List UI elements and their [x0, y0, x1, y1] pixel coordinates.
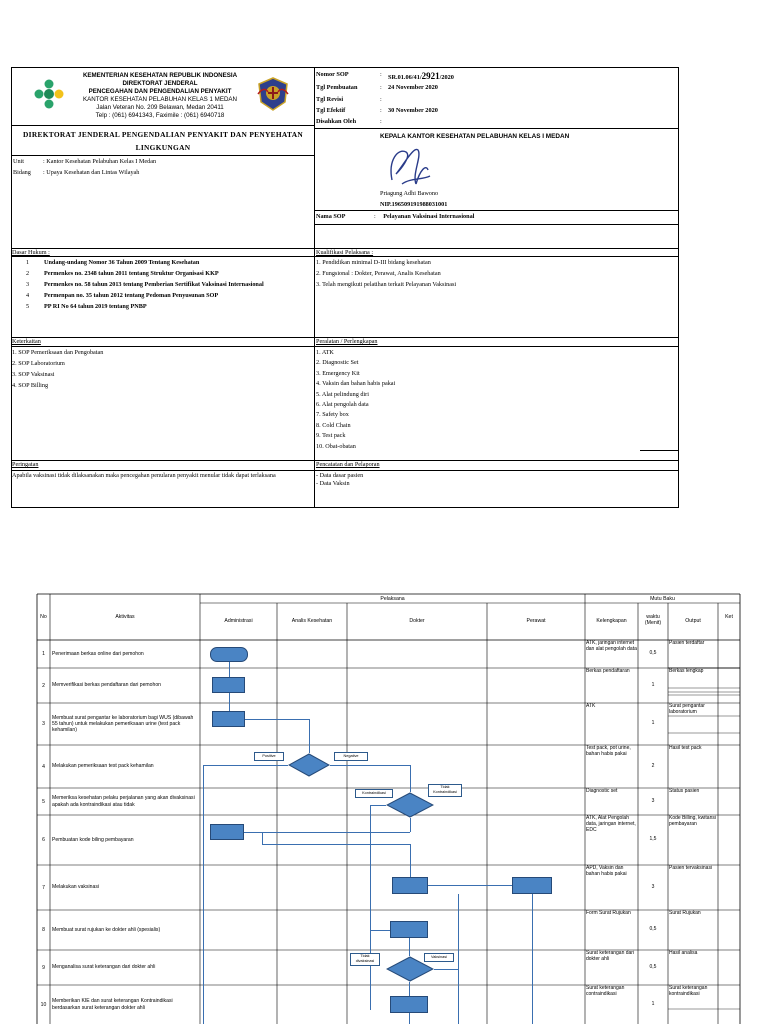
- connector-line: [244, 832, 410, 833]
- row-kelengkapan: Berkas pendaftaran: [586, 668, 630, 674]
- row-waktu: 3: [651, 883, 655, 890]
- row-number: 3: [42, 721, 45, 727]
- row-number: 9: [42, 964, 45, 971]
- equipment-item: 1. ATK: [316, 349, 334, 356]
- row-output: Kode Billing, kwitansi pembayaran: [669, 815, 716, 827]
- row-activity: Membuat surat pengantar ke laboratorium bagi WUS (dibawah 55 tahun) untuk melakukan pemeriksaan urine (test pack kehamilan): [52, 714, 194, 734]
- connector-line: [370, 805, 371, 1010]
- recording-item-1: - Data dasar pasien: [316, 472, 364, 479]
- legal-item-text: PP RI No 64 tahun 2019 tentang PNBP: [44, 303, 147, 310]
- row-activity: Memeriksa kesehatan pelaku perjalanan yang akan divaksinasi apakah ada kontraindikasi atau tidak: [52, 795, 195, 808]
- row-number: 8: [42, 927, 45, 933]
- row-kelengkapan: Diagnostic set: [586, 788, 618, 794]
- legal-title: Dasar Hukum :: [12, 249, 50, 256]
- row-kelengkapan: ATK, jaringan internet dan alat pengolah data: [586, 640, 637, 652]
- warning-title: Peringatan: [12, 461, 39, 468]
- connector-line: [262, 832, 263, 844]
- row-waktu: 3: [651, 797, 655, 804]
- recording-title: Pencatatan dan Pelaporan: [316, 461, 380, 468]
- related-item: 2. SOP Laboratorium: [12, 360, 65, 367]
- connector-line: [370, 805, 386, 806]
- connector-line: [409, 938, 410, 956]
- legal-item-text: Permenkes no. 2348 tahun 2011 tentang Struktur Organisasi KKP: [44, 270, 219, 277]
- header-waktu: waktu (Menit): [644, 614, 662, 627]
- row-output: Status pasien: [669, 788, 700, 794]
- legal-item-num: 5: [26, 303, 30, 310]
- connector-line: [532, 894, 533, 1024]
- row-kelengkapan: Surat keterangan contraindikasi: [586, 985, 625, 997]
- row-output: Pasien terdaftar: [669, 640, 705, 646]
- referral-process-shape: [390, 921, 428, 938]
- row-number: 7: [42, 884, 45, 891]
- row-activity: Menganalisa surat keterangan dari dokter ahli: [52, 964, 156, 971]
- row-waktu: 2: [651, 762, 655, 769]
- connector-line: [229, 693, 230, 711]
- equipment-item: 7. Safety box: [316, 411, 349, 419]
- bidang-row: Bidang : Upaya Kesehatan dan Lintas Wilayah: [13, 169, 140, 176]
- connector-line: [409, 1013, 410, 1024]
- signer-name: Priagung Adhi Bawono: [380, 190, 439, 197]
- row-output: Hasil test pack: [669, 745, 702, 751]
- start-terminator-shape: [210, 647, 248, 662]
- equipment-item: 9. Test pack: [316, 432, 346, 440]
- header-perawat: Perawat: [526, 618, 546, 624]
- legal-item-num: 3: [26, 281, 30, 288]
- testpack-decision-shape: [288, 753, 330, 777]
- equipment-item: 5. Alat pelindung diri: [316, 390, 369, 398]
- label-positive: Positive: [254, 752, 284, 761]
- label-vaksinasi: Vaksinasi: [424, 953, 454, 962]
- header-ket: Ket: [725, 614, 733, 620]
- ministry-line-5: Jalan Veteran No. 209 Belawan, Medan 20411: [96, 104, 224, 111]
- label-tidak-kontraindikasi: Tidak Kontraindikasi: [428, 784, 462, 797]
- kie-process-shape: [390, 996, 428, 1013]
- sop-number-highlight: 2921: [421, 71, 440, 81]
- header-dokter: Dokter: [409, 618, 425, 624]
- connector-line: [409, 982, 410, 996]
- connector-line: [434, 969, 458, 970]
- label-tidak-divaksinasi: Tidak divaksinasi: [350, 953, 380, 966]
- row-number: 5: [42, 798, 45, 805]
- row-activity: Membuat surat rujukan ke dokter ahli (spesialis): [52, 926, 161, 933]
- legal-item-text: Undang-undang Nomor 36 Tahun 2009 Tentang Kesehatan: [44, 259, 200, 266]
- ministry-line-3: PENCEGAHAN DAN PENGENDALIAN PENYAKIT: [88, 88, 232, 95]
- row-output: Surat pengantar laboratorium: [669, 703, 705, 715]
- related-item: 4. SOP Billing: [12, 382, 49, 389]
- row-output: Hasil analisa: [669, 950, 698, 956]
- equipment-item: 10. Obat-obatan: [316, 442, 356, 450]
- sop-name-row: Nama SOP : Pelayanan Vaksinasi Internasional: [316, 213, 475, 220]
- header-aktivitas: Aktivitas: [115, 614, 135, 620]
- row-number: 2: [42, 682, 45, 689]
- row-output: Pasien tervaksinasi: [669, 865, 713, 871]
- row-waktu: 1: [651, 681, 655, 688]
- row-kelengkapan: Test pack, pot urine, bahan habis pakai: [586, 745, 631, 757]
- related-item: 3. SOP Vaksinasi: [12, 371, 55, 378]
- ministry-line-1: KEMENTERIAN KESEHATAN REPUBLIK INDONESIA: [82, 72, 238, 79]
- header-no: No: [40, 614, 47, 620]
- header-pelaksana: Pelaksana: [380, 596, 405, 602]
- header-mutu-baku: Mutu Baku: [650, 596, 675, 602]
- connector-line: [410, 765, 411, 792]
- directorate-title: DIREKTORAT JENDERAL PENGENDALIAN PENYAKIT DAN PENYEHATAN LINGKUNGAN: [23, 130, 303, 152]
- legal-item-num: 4: [26, 292, 30, 299]
- signer-nip: NIP.196509191988031001: [380, 201, 448, 208]
- row-kelengkapan: ATK: [586, 703, 596, 709]
- row-kelengkapan: ATK, Alat Pengolah data, jaringan internet, EDC: [586, 815, 636, 833]
- row-waktu: 1,5: [649, 836, 657, 842]
- related-item: 1. SOP Pemeriksaan dan Pengobatan: [12, 349, 104, 356]
- ministry-line-6: Telp : (061) 6941343, Faximile : (061) 6940718: [95, 112, 225, 119]
- row-output: Surat Rujukan: [669, 910, 701, 916]
- connector-line: [203, 765, 288, 766]
- connector-line: [309, 719, 310, 753]
- qualification-item: 3. Telah mengikuti pelatihan terkait Pelayanan Vaksinasi: [316, 281, 457, 288]
- ministry-line-4: KANTOR KESEHATAN PELABUHAN KELAS 1 MEDAN: [82, 96, 238, 103]
- verify-process-shape: [212, 677, 245, 693]
- row-kelengkapan: APD, Vaksin dan bahan habis pakai: [586, 865, 627, 877]
- dokter-vaccinate-shape: [392, 877, 428, 894]
- connector-line: [229, 662, 230, 677]
- row-waktu: 0,5: [649, 650, 657, 656]
- header-output: Output: [685, 618, 701, 624]
- legal-item-num: 1: [26, 259, 30, 266]
- equipment-item: 6. Alat pengolah data: [316, 401, 369, 408]
- header-kelengkapan: Kelengkapan: [596, 618, 627, 624]
- qualification-item: 2. Fungsional : Dokter, Perawat, Analis Kesehatan: [316, 270, 441, 277]
- signer-title: KEPALA KANTOR KESEHATAN PELABUHAN KELAS I MEDAN: [380, 133, 570, 140]
- connector-line: [428, 885, 512, 886]
- equipment-item: 8. Cold Chain: [316, 421, 351, 429]
- connector-line: [410, 818, 411, 832]
- connector-line: [370, 930, 390, 931]
- row-activity: Pembuatan kode biling pembayaran: [52, 836, 134, 843]
- header-analis: Analis Kesehatan: [291, 618, 333, 624]
- row-number: 4: [42, 763, 45, 770]
- row-number: 10: [40, 1001, 47, 1008]
- row-kelengkapan: Surat keterangan dari dokter ahli: [586, 950, 635, 962]
- connector-line: [203, 765, 204, 1024]
- row-activity: Melakukan pemeriksaan test pack kehamilan: [52, 763, 154, 770]
- equipment-item: 2. Diagnostic Set: [316, 359, 359, 367]
- label-negative: Negative: [334, 752, 368, 761]
- connector-line: [330, 765, 410, 766]
- related-title: Keterkaitan: [12, 338, 41, 345]
- connector-line: [458, 894, 459, 1024]
- legal-item-text: Permenkes no. 58 tahun 2013 tentang Pemberian Sertifikat Vaksinasi Internasional: [44, 281, 264, 288]
- billing-process-shape: [210, 824, 244, 840]
- header-administrasi: Administrasi: [224, 618, 253, 624]
- row-output: Surat keterangan kontraindikasi: [669, 985, 708, 997]
- connector-line: [410, 844, 411, 877]
- equipment-title: Peralatan / Perlengkapan: [316, 338, 378, 345]
- row-waktu: 0,5: [649, 926, 657, 932]
- legal-item-text: Permenpan no. 35 tahun 2012 tentang Pedoman Penyusunan SOP: [44, 292, 219, 299]
- connector-line: [245, 719, 309, 720]
- connector-line: [244, 832, 262, 833]
- row-number: 6: [42, 837, 45, 843]
- perawat-vaccinate-shape: [512, 877, 552, 894]
- exam-decision-shape: [386, 792, 434, 818]
- row-activity: Memverifikasi berkas pendaftaran dari pemohon: [52, 682, 162, 689]
- unit-row: Unit : Kantor Kesehatan Pelabuhan Kelas I Medan: [13, 158, 157, 165]
- recording-item-2: - Data Vaksin: [316, 480, 350, 487]
- connector-line: [262, 844, 410, 845]
- row-number: 1: [42, 651, 45, 657]
- row-waktu: 1: [651, 1000, 655, 1007]
- lab-letter-process-shape: [212, 711, 245, 727]
- row-kelengkapan: Form Surat Rujukan: [586, 910, 631, 916]
- equipment-item: 3. Emergency Kit: [316, 369, 360, 377]
- row-waktu: 0,5: [649, 963, 657, 970]
- label-kontraindikasi: Kontraindikasi: [355, 789, 393, 798]
- row-activity: Penerimaan berkas online dari pemohon: [52, 650, 144, 657]
- row-waktu: 1: [651, 720, 655, 726]
- legal-item-num: 2: [26, 270, 30, 277]
- row-activity: Melakukan vaksinasi: [52, 884, 99, 891]
- qualification-title: Kualifikasi Pelaksana :: [316, 249, 374, 256]
- row-output: Berkas lengkap: [669, 668, 704, 674]
- warning-text: Apabila vaksinasi tidak dilaksanakan maka pencegahan penularan penyakit menular tidak dapat terlaksana: [12, 472, 276, 479]
- row-activity: Memberikan KIE dan surat keterangan Kontraindikasi berdasarkan surat keterangan dokter ahli: [52, 998, 173, 1011]
- qualification-item: 1. Pendidikan minimal D-III bidang kesehatan: [316, 259, 431, 266]
- ministry-line-2: DIREKTORAT JENDERAL: [122, 80, 198, 87]
- equipment-item: 4. Vaksin dan bahan habis pakai: [316, 380, 396, 388]
